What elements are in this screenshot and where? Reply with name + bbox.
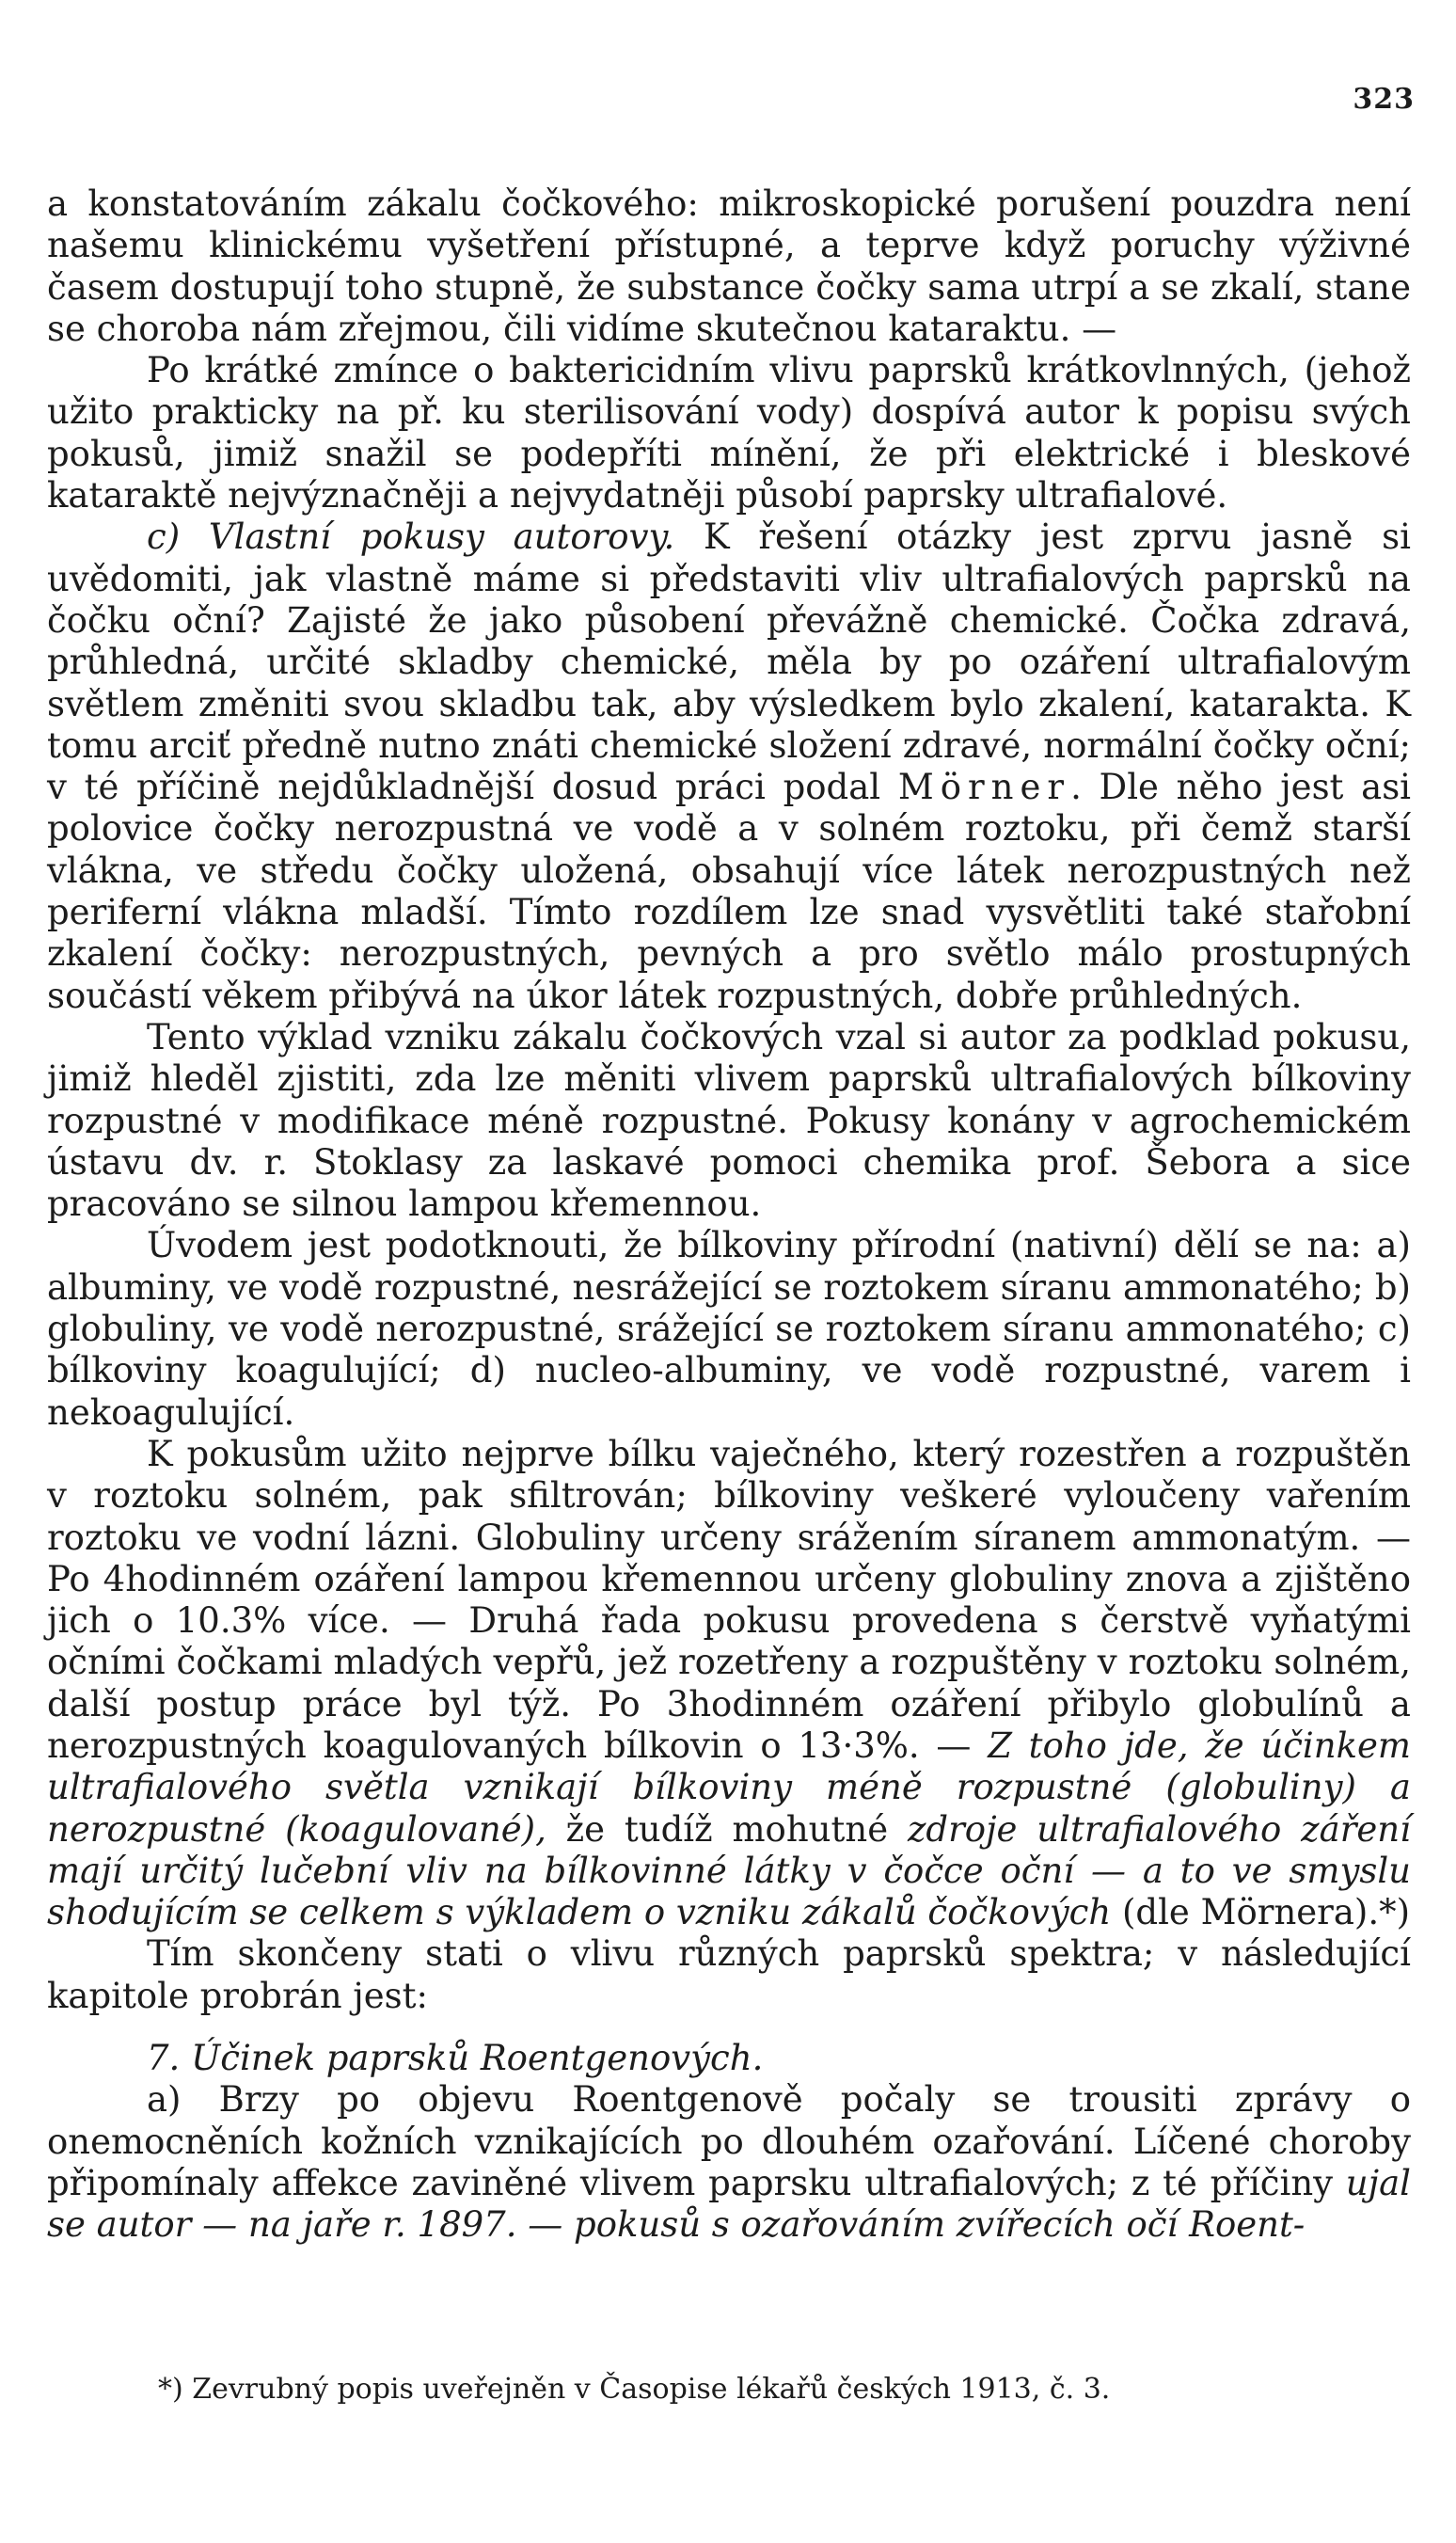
page-number: 323	[1353, 83, 1415, 116]
paragraph-1: a konstatováním zákalu čočkového: mikroskopické porušení pouzdra není našemu klinickému vyšetření přístupné, a teprve když poruchy výživné časem dostupují toho stupně, že substance čočky sama utrpí a se zkalí, stane se choroba nám zřejmou, čili vidíme skutečnou kataraktu. —	[47, 183, 1411, 349]
section-heading-c: c) Vlastní pokusy autorovy.	[147, 517, 675, 558]
paragraph-2: Po krátké zmínce o baktericidním vlivu paprsků krátkovlnných, (jehož užito prakticky na př. ku sterilisování vody) dospívá autor k popisu svých pokusů, jimiž snažil se podepříti mínění, že při elektrické i bleskové kataraktě nejvýznačněji a nejvydatněji působí paprsky ultrafialové.	[47, 350, 1411, 517]
paragraph-3: c) Vlastní pokusy autorovy. K řešení otázky jest zprvu jasně si uvědomiti, jak vlastně máme si představiti vliv ultrafialových paprsků na čočku oční? Zajisté že jako působení převážně chemické. Čočka zdravá, průhledná, určité skladby chemické, měla by po ozáření ultrafialovým světlem změniti svou skladbu tak, aby výsledkem bylo zkalení, katarakta. K tomu arciť předně nutno znáti chemické složení zdravé, normální čočky oční; v té příčině nejdůkladnější dosud práci podal Mörner. Dle něho jest asi polovice čočky nerozpustná ve vodě a v solném roztoku, při čemž starší vlákna, ve středu čočky uložená, obsahují více látek nerozpustných než periferní vlákna mladší. Tímto rozdílem lze snad vysvětliti také stařobní zkalení čočky: nerozpustných, pevných a pro světlo málo prostupných součástí věkem přibývá na úkor látek rozpustných, dobře průhledných.	[47, 517, 1412, 1016]
footnote: *) Zevrubný popis uveřejněn v Časopise lékařů českých 1913, č. 3.	[158, 2373, 1111, 2406]
italic-tail: ujal se autor — na jaře r. 1897. — pokusů s ozařováním zvířecích očí Roent-	[47, 2162, 1411, 2246]
conclusion-italic: Z toho jde, že účinkem ultrafialového světla vznikají bílkoviny méně rozpustné (globuliny) a nerozpustné (koagulované),	[47, 1724, 1411, 1850]
paragraph-7: Tím skončeny stati o vlivu různých paprsků spektra; v následující kapitole probrán jest:	[47, 1933, 1411, 2016]
paragraph-6: K pokusům užito nejprve bílku vaječného, který rozestřen a rozpuštěn v roztoku solném, pak sfiltrován; bílkoviny veškeré vyloučeny vařením roztoku ve vodní lázni. Globuliny určeny srážením síranem ammonatým. — Po 4hodinném ozáření lampou křemennou určeny globuliny znova a zjištěno jich o 10.3% více. — Druhá řada pokusu provedena s čerstvě vyňatými očními čočkami mladých vepřů, jež rozetřeny a rozpuštěny v roztoku solném, další postup práce byl týž. Po 3hodinném ozáření přibylo globulínů a nerozpustných koagulovaných bílkovin o 13·3%. — Z toho jde, že účinkem ultrafialového světla vznikají bílkoviny méně rozpustné (globuliny) a nerozpustné (koagulované), že tudíž mohutné zdroje ultrafialového záření mají určitý lučební vliv na bílkovinné látky v čočce oční — a to ve smyslu shodujícím se celkem s výkladem o vzniku zákalů čočkových (dle Mörnera).*)	[47, 1433, 1411, 1933]
body-text	[47, 183, 1411, 2247]
section-heading-7: 7. Účinek paprsků Roentgenových.	[147, 2038, 764, 2079]
paragraph-8: a) Brzy po objevu Roentgenově počaly se trousiti zprávy o onemocněních kožních vznikajících po dlouhém ozařování. Líčené choroby připomínaly affekce zaviněné vlivem paprsku ultrafialových; z té příčiny ujal se autor — na jaře r. 1897. — pokusů s ozařováním zvířecích očí Roent-	[47, 2079, 1411, 2246]
paragraph-5: Úvodem jest podotknouti, že bílkoviny přírodní (nativní) dělí se na: a) albuminy, ve vodě rozpustné, nesrážející se roztokem síranu ammonatého; b) globuliny, ve vodě nerozpustné, srážející se roztokem síranu ammonatého; c) bílkoviny koagulující; d) nucleo-albuminy, ve vodě rozpustné, varem i nekoagulující.	[47, 1225, 1411, 1433]
conclusion-italic-2: zdroje ultrafialového záření mají určitý lučební vliv na bílkovinné látky v čočce oční — a to ve smyslu shodujícím se celkem s výkladem o vzniku zákalů čočkových	[47, 1808, 1411, 1933]
paragraph-4: Tento výklad vzniku zákalu čočkových vzal si autor za podklad pokusu, jimiž hleděl zjistiti, zda lze měniti vlivem paprsků ultrafialových bílkoviny rozpustné v modifikace méně rozpustné. Pokusy konány v agrochemickém ústavu dv. r. Stoklasy za laskavé pomoci chemika prof. Šebora a sice pracováno se silnou lampou křemennou.	[47, 1016, 1411, 1225]
author-name-spaced: Mörner	[897, 767, 1071, 808]
